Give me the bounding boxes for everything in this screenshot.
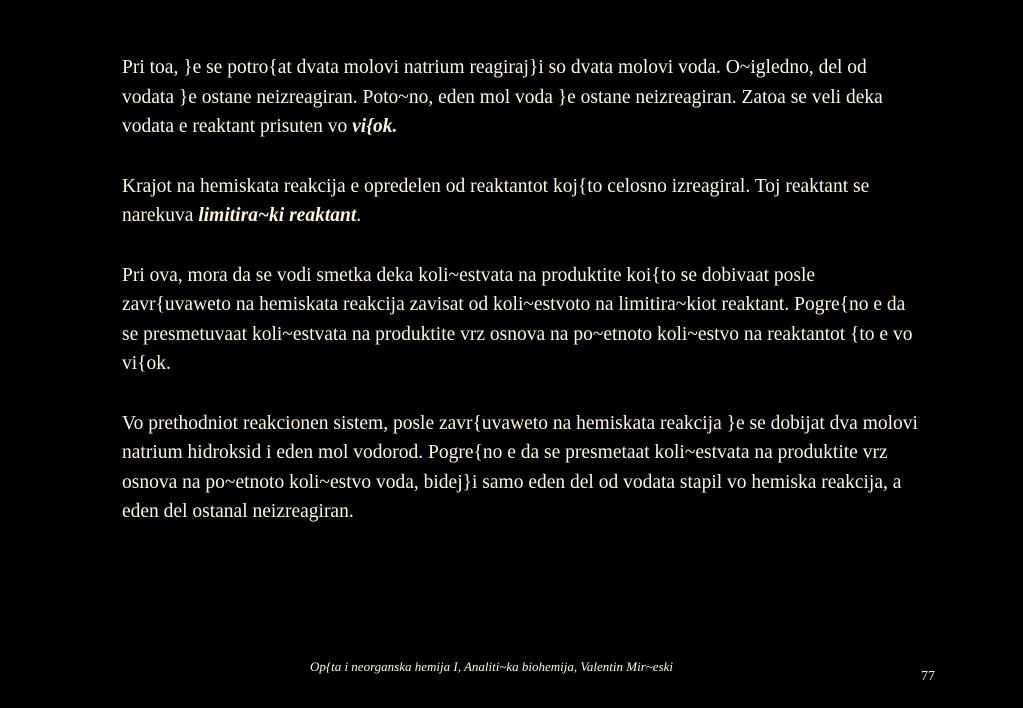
paragraph-tail: . (356, 205, 362, 226)
footer-citation-text: Op{ta i neorganska hemija I, Analiti~ka biohemija, Valentin Mir~eski (310, 659, 673, 674)
paragraph-excess-reactant (122, 53, 922, 142)
emphasized-term: vi{ok. (352, 116, 398, 137)
paragraph-limiting-reactant (122, 172, 922, 231)
footer-citation (0, 659, 1023, 675)
slide-body (122, 53, 922, 527)
paragraph-text: Pri toa, }e se potro{at dvata molovi natrium reagiraj}i so dvata molovi voda. O~igledno, del od vodata }e ostane neizreagiran. Poto~no, eden mol voda }e ostane neizreagiran. Zatoa se veli deka vodata e reaktant prisuten vo (122, 57, 883, 137)
emphasized-term: limitira~ki reaktant (198, 205, 357, 226)
paragraph-product-quantities (122, 261, 922, 379)
page-number: 77 (921, 669, 935, 684)
paragraph-text: Pri ova, mora da se vodi smetka deka koli~estvata na produktite koi{to se dobivaat posle zavr{uvaweto na hemiskata reakcija zavisat od koli~estvoto na limitira~kiot reaktant. Pogre{no e da se presmetuvaat koli~estvata na produktite vrz osnova na po~etnoto koli~estvo na reaktantot {to e vo vi{ok. (122, 264, 913, 374)
paragraph-reaction-system (122, 409, 922, 527)
paragraph-text: Vo prethodniot reakcionen sistem, posle zavr{uvaweto na hemiskata reakcija }e se dobijat dva molovi natrium hidroksid i eden mol vodorod. Pogre{no e da se presmetaat koli~estvata na produktite vrz osnova na po~etnoto koli~estvo voda, bidej}i samo eden del od vodata stapil vo hemiska reakcija, a eden del ostanal neizreagiran. (122, 412, 918, 522)
paragraph-text: Krajot na hemiskata reakcija e opredelen od reaktantot koj{to celosno izreagiral. Toj reaktant se narekuva (122, 175, 870, 226)
